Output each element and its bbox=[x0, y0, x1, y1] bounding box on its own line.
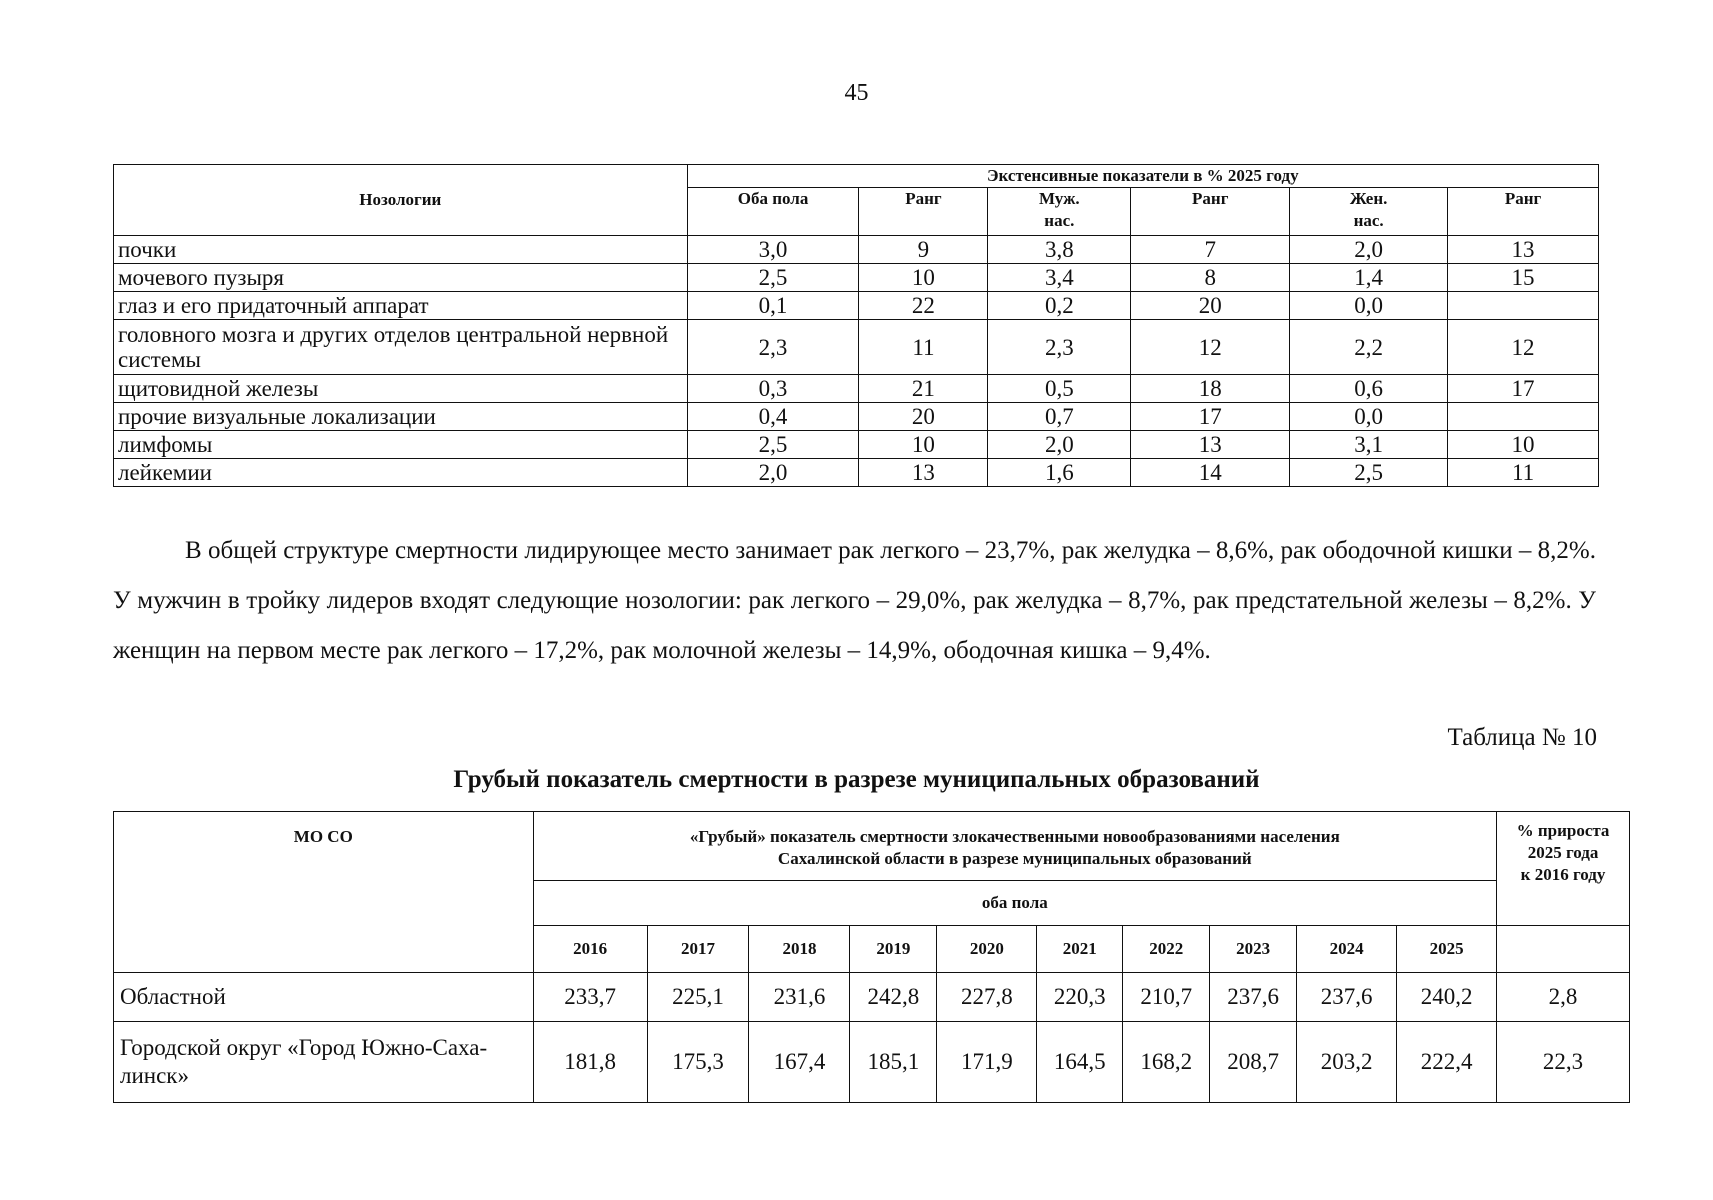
header-female bbox=[1290, 188, 1448, 236]
cell-both: 0,3 bbox=[687, 375, 859, 403]
header-female-line2: нас. bbox=[1353, 211, 1384, 230]
header-female-line1: Жен. bbox=[1349, 189, 1388, 208]
cell-value: 240,2 bbox=[1397, 973, 1497, 1022]
cell-rank-male: 12 bbox=[1131, 320, 1290, 375]
table-row bbox=[114, 403, 1599, 431]
cell-value: 222,4 bbox=[1397, 1022, 1497, 1103]
cell-rank-both: 22 bbox=[859, 292, 988, 320]
cell-rank-both: 11 bbox=[859, 320, 988, 375]
table-number-label: Таблица № 10 bbox=[1447, 724, 1597, 751]
header-growth-line3: к 2016 году bbox=[1520, 865, 1606, 884]
cell-value: 227,8 bbox=[937, 973, 1037, 1022]
cell-rank-both: 9 bbox=[859, 236, 988, 264]
header-year: 2016 bbox=[533, 926, 647, 973]
cell-rank-male: 14 bbox=[1131, 459, 1290, 487]
header-rank-male: Ранг bbox=[1131, 188, 1290, 236]
row-name: мочевого пузыря bbox=[114, 264, 688, 292]
row-name: прочие визуальные локализации bbox=[114, 403, 688, 431]
cell-rank-male: 20 bbox=[1131, 292, 1290, 320]
cell-value: 210,7 bbox=[1123, 973, 1210, 1022]
header-male-line1: Муж. bbox=[1038, 189, 1080, 208]
header-year: 2023 bbox=[1210, 926, 1297, 973]
header-rank-female: Ранг bbox=[1448, 188, 1599, 236]
row-name: Областной bbox=[114, 973, 534, 1022]
cell-value: 203,2 bbox=[1297, 1022, 1397, 1103]
cell-rank-both: 10 bbox=[859, 431, 988, 459]
row-name: лимфомы bbox=[114, 431, 688, 459]
table-row bbox=[114, 375, 1599, 403]
cell-rank-male: 8 bbox=[1131, 264, 1290, 292]
table-row bbox=[114, 292, 1599, 320]
table-row bbox=[114, 431, 1599, 459]
cell-rank-both: 13 bbox=[859, 459, 988, 487]
cell-male: 1,6 bbox=[988, 459, 1131, 487]
cell-value: 185,1 bbox=[850, 1022, 937, 1103]
header-rough-rate-line2: Сахалинской области в разрезе муниципальных образований bbox=[777, 849, 1252, 868]
cell-both: 0,4 bbox=[687, 403, 859, 431]
cell-female: 2,5 bbox=[1290, 459, 1448, 487]
header-year: 2025 bbox=[1397, 926, 1497, 973]
cell-female: 0,0 bbox=[1290, 292, 1448, 320]
row-name: головного мозга и других отделов центральной нервной системы bbox=[114, 320, 688, 375]
cell-rank-female: 12 bbox=[1448, 320, 1599, 375]
page-number: 45 bbox=[844, 80, 869, 106]
cell-value: 237,6 bbox=[1210, 973, 1297, 1022]
cell-both: 2,5 bbox=[687, 264, 859, 292]
cell-female: 0,6 bbox=[1290, 375, 1448, 403]
nosology-extensive-table bbox=[113, 164, 1599, 487]
cell-value: 220,3 bbox=[1037, 973, 1123, 1022]
row-name: глаз и его придаточный аппарат bbox=[114, 292, 688, 320]
header-both-sexes: Оба пола bbox=[687, 188, 859, 236]
cell-value: 171,9 bbox=[937, 1022, 1037, 1103]
header-year: 2021 bbox=[1037, 926, 1123, 973]
header-male bbox=[988, 188, 1131, 236]
cell-rank-female bbox=[1448, 292, 1599, 320]
cell-rank-female: 10 bbox=[1448, 431, 1599, 459]
cell-growth: 22,3 bbox=[1497, 1022, 1630, 1103]
cell-rank-male: 7 bbox=[1131, 236, 1290, 264]
header-year: 2018 bbox=[749, 926, 850, 973]
cell-value: 208,7 bbox=[1210, 1022, 1297, 1103]
header-year: 2017 bbox=[647, 926, 749, 973]
cell-male: 0,5 bbox=[988, 375, 1131, 403]
cell-female: 3,1 bbox=[1290, 431, 1448, 459]
cell-both: 2,5 bbox=[687, 431, 859, 459]
header-mo-so: МО СО bbox=[114, 812, 534, 973]
cell-value: 164,5 bbox=[1037, 1022, 1123, 1103]
cell-male: 3,4 bbox=[988, 264, 1131, 292]
cell-rank-male: 18 bbox=[1131, 375, 1290, 403]
cell-female: 0,0 bbox=[1290, 403, 1448, 431]
header-rank-both: Ранг bbox=[859, 188, 988, 236]
table-row bbox=[114, 973, 1630, 1022]
table-row bbox=[114, 459, 1599, 487]
header-year: 2024 bbox=[1297, 926, 1397, 973]
cell-male: 2,0 bbox=[988, 431, 1131, 459]
cell-female: 2,2 bbox=[1290, 320, 1448, 375]
cell-value: 237,6 bbox=[1297, 973, 1397, 1022]
cell-male: 2,3 bbox=[988, 320, 1131, 375]
header-growth-line2: 2025 года bbox=[1527, 843, 1599, 862]
header-male-line2: нас. bbox=[1044, 211, 1075, 230]
cell-male: 0,7 bbox=[988, 403, 1131, 431]
header-rough-rate-line1: «Грубый» показатель смертности злокачественными новообразованиями населения bbox=[689, 827, 1340, 846]
table-title: Грубый показатель смертности в разрезе муниципальных образований bbox=[453, 766, 1260, 793]
cell-rank-female: 17 bbox=[1448, 375, 1599, 403]
cell-growth: 2,8 bbox=[1497, 973, 1630, 1022]
cell-value: 242,8 bbox=[850, 973, 937, 1022]
header-year: 2020 bbox=[937, 926, 1037, 973]
row-name: Городской округ «Город Южно-Саха-линск» bbox=[114, 1022, 534, 1103]
header-growth-empty bbox=[1497, 926, 1630, 973]
cell-rank-female: 13 bbox=[1448, 236, 1599, 264]
cell-both: 0,1 bbox=[687, 292, 859, 320]
cell-rank-both: 21 bbox=[859, 375, 988, 403]
cell-value: 167,4 bbox=[749, 1022, 850, 1103]
row-name: лейкемии bbox=[114, 459, 688, 487]
mortality-by-municipality-table bbox=[113, 811, 1630, 1103]
table-row bbox=[114, 264, 1599, 292]
cell-value: 225,1 bbox=[647, 973, 749, 1022]
cell-rank-female: 11 bbox=[1448, 459, 1599, 487]
header-year: 2019 bbox=[850, 926, 937, 973]
cell-male: 3,8 bbox=[988, 236, 1131, 264]
header-both-sexes: оба пола bbox=[533, 881, 1496, 926]
cell-value: 181,8 bbox=[533, 1022, 647, 1103]
cell-value: 175,3 bbox=[647, 1022, 749, 1103]
cell-both: 2,0 bbox=[687, 459, 859, 487]
mortality-structure-paragraph: В общей структуре смертности лидирующее место занимает рак легкого – 23,7%, рак желудка – 8,6%, рак ободочной кишки – 8,2%. У мужчин в тройку лидеров входят следующие нозологии: рак легкого – 29,0%, рак желудка – 8,7%, рак предстательной железы – 8,2%. У женщин на первом месте рак легкого – 17,2%, рак молочной железы – 14,9%, ободочная кишка – 9,4%. bbox=[113, 537, 1596, 664]
cell-rank-both: 10 bbox=[859, 264, 988, 292]
table-row bbox=[114, 320, 1599, 375]
row-name: почки bbox=[114, 236, 688, 264]
header-year: 2022 bbox=[1123, 926, 1210, 973]
cell-rank-female bbox=[1448, 403, 1599, 431]
cell-value: 233,7 bbox=[533, 973, 647, 1022]
cell-both: 2,3 bbox=[687, 320, 859, 375]
cell-value: 231,6 bbox=[749, 973, 850, 1022]
cell-rank-male: 17 bbox=[1131, 403, 1290, 431]
cell-rank-male: 13 bbox=[1131, 431, 1290, 459]
cell-value: 168,2 bbox=[1123, 1022, 1210, 1103]
header-extensive-group: Экстенсивные показатели в % 2025 году bbox=[687, 165, 1598, 188]
table-row bbox=[114, 1022, 1630, 1103]
row-name: щитовидной железы bbox=[114, 375, 688, 403]
cell-both: 3,0 bbox=[687, 236, 859, 264]
cell-female: 1,4 bbox=[1290, 264, 1448, 292]
header-growth-percent bbox=[1497, 812, 1630, 926]
table-row bbox=[114, 236, 1599, 264]
cell-female: 2,0 bbox=[1290, 236, 1448, 264]
cell-rank-both: 20 bbox=[859, 403, 988, 431]
cell-male: 0,2 bbox=[988, 292, 1131, 320]
header-growth-line1: % прироста bbox=[1516, 821, 1610, 840]
cell-rank-female: 15 bbox=[1448, 264, 1599, 292]
header-nosology: Нозологии bbox=[114, 165, 688, 236]
header-rough-rate-group bbox=[533, 812, 1496, 881]
